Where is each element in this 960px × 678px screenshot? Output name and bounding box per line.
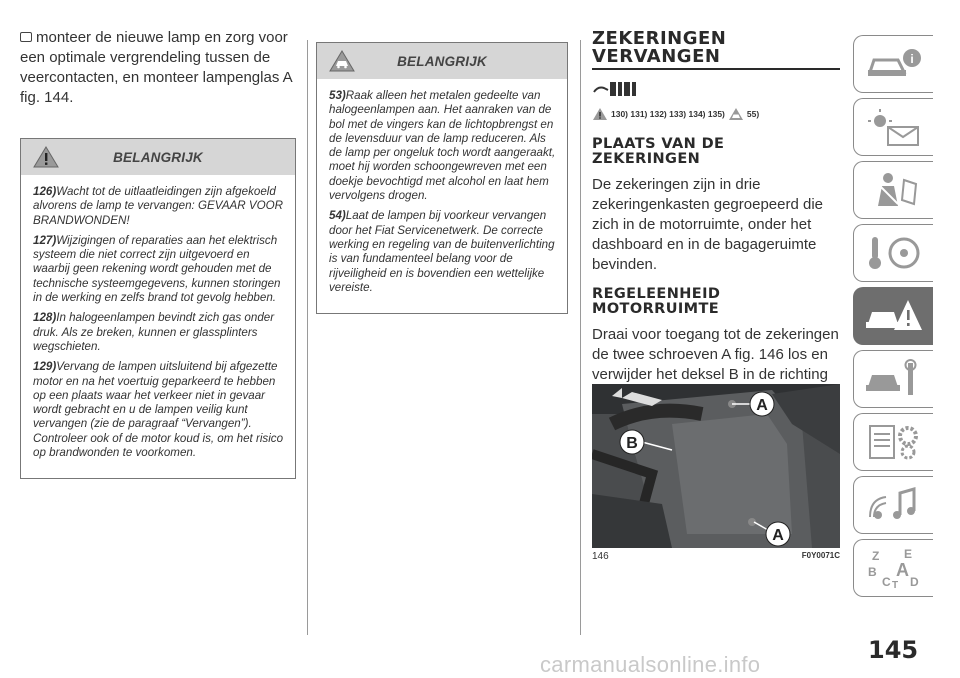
column-2	[316, 42, 568, 314]
warning-header	[317, 43, 567, 79]
warning-box-2	[316, 42, 568, 314]
car-ref-icon	[728, 107, 744, 121]
warning-ref-icon	[592, 107, 608, 121]
warning-title: BELANGRIJK	[113, 149, 203, 165]
figure-code: F0Y0071C	[801, 551, 840, 560]
fuse-replacement-icon	[592, 78, 640, 100]
warning-triangle-icon	[33, 145, 59, 169]
technical-data-icon	[864, 422, 924, 462]
page-number: 145	[868, 636, 919, 664]
tab-car-info[interactable]	[853, 35, 933, 93]
column-1	[20, 28, 296, 479]
svg-text:D: D	[909, 575, 919, 589]
warning-item: 126)Wacht tot de uitlaatleidingen zijn afgekoeld alvorens de lamp te vervangen: GEVAAR VOOR BRANDWONDEN!	[33, 185, 284, 227]
svg-text:T: T	[891, 580, 898, 590]
engine-bay-photo	[592, 384, 840, 548]
tab-technical-data[interactable]	[853, 413, 933, 471]
label-b: B	[626, 435, 638, 452]
safety-icon	[864, 170, 924, 210]
tab-maintenance[interactable]	[853, 350, 933, 408]
starting-driving-icon	[864, 233, 924, 273]
svg-text:C: C	[881, 575, 891, 589]
figure-photo	[592, 384, 840, 548]
warning-item: 53)Raak alleen het metalen gedeelte van halogeenlampen aan. Het aanraken van de bol met de vingers kan de lichtopbrengst en de levensduur van de lamp reduceren. Als de lamp per ongeluk toch wordt aangeraakt, moet hij worden schoongewreven met een doekje bevochtigd met alcohol en laat hem vervolgens drogen.	[329, 89, 556, 203]
section-paragraph: Draai voor toegang tot de zekeringen de twee schroeven A fig. 146 los en verwijder het deksel B in de richting	[592, 326, 839, 383]
section-title-line2: VERVANGEN	[592, 46, 721, 67]
maintenance-icon	[864, 359, 924, 399]
subsection-title-line2: MOTORRUIMTE	[592, 301, 720, 317]
svg-text:Z: Z	[871, 549, 879, 563]
tab-warning-lights[interactable]	[853, 98, 933, 156]
svg-text:i: i	[909, 52, 914, 66]
figure-number: 146	[592, 551, 609, 562]
tab-starting-driving[interactable]	[853, 224, 933, 282]
column-3	[592, 30, 840, 405]
car-info-icon	[864, 44, 924, 84]
tab-safety[interactable]	[853, 161, 933, 219]
subsection-title-line2: ZEKERINGEN	[592, 151, 701, 167]
section-paragraph: De zekeringen zijn in drie zekeringenkasten gegroepeerd die zich in de motorruimte, onder het dashboard en in de bagageruimte bevinden.	[592, 176, 823, 273]
intro-paragraph: monteer de nieuwe lamp en zorg voor een optimale vergrendeling tussen de veercontacten, en monteer lampenglas A fig. 144.	[20, 29, 292, 106]
warning-item: 129)Vervang de lampen uitsluitend bij afgezette motor en na het voertuig geparkeerd te hebben op een plaats waar het verkeer niet in gevaar wordt gebracht en u de lampen veilig kunt vervangen (zie de paragraaf “Vervangen”). Controleer ook of de motor koud is, om het risico op brandwonden te voorkomen.	[33, 360, 284, 460]
warning-header	[21, 139, 295, 175]
svg-text:B: B	[867, 565, 877, 579]
subsection-title: PLAATS VAN DE	[592, 136, 725, 152]
index-icon	[864, 546, 924, 590]
svg-text:E: E	[903, 547, 912, 561]
label-a-top: A	[756, 397, 768, 414]
tab-multimedia[interactable]	[853, 476, 933, 534]
warning-box-1	[20, 138, 296, 479]
svg-text:A: A	[895, 560, 909, 580]
car-warning-icon	[329, 49, 355, 73]
watermark: carmanualsonline.info	[540, 652, 761, 677]
references-line: 130) 131) 132) 133) 134) 135) 55)	[592, 107, 840, 121]
column-divider	[580, 40, 581, 635]
warning-body	[21, 175, 295, 478]
chapter-tabs	[853, 35, 933, 602]
warning-item: 54)Laat de lampen bij voorkeur vervangen door het Fiat Servicenetwerk. De correcte werking en regeling van de buitenverlichting is van fundamenteel belang voor de rijveiligheid en is bovendien een wettelijke vereiste.	[329, 209, 555, 294]
tab-index[interactable]	[853, 539, 933, 597]
figure-caption	[592, 551, 840, 562]
warning-body	[317, 79, 567, 313]
title-underline	[592, 68, 840, 70]
tab-emergency[interactable]	[853, 287, 933, 345]
warning-lights-icon	[864, 107, 924, 147]
column-divider	[307, 40, 308, 635]
warning-item: 127)Wijzigingen of reparaties aan het elektrisch systeem die niet correct zijn uitgevoerd en waarbij geen rekening wordt gehouden met de technische systeemgegevens, kunnen storingen in de werking en zelfs brand tot gevolg hebben.	[33, 233, 281, 305]
emergency-icon	[864, 296, 924, 336]
multimedia-icon	[864, 485, 924, 525]
checkbox-bullet-icon	[20, 32, 32, 42]
warning-item: 128)In halogeenlampen bevindt zich gas onder druk. Als ze breken, kunnen er glassplinters wegschieten.	[33, 311, 275, 353]
subsection-title: REGELEENHEID	[592, 286, 721, 302]
section-title: ZEKERINGEN	[592, 28, 727, 49]
warning-title: BELANGRIJK	[397, 53, 487, 69]
label-a-bottom: A	[772, 527, 784, 544]
